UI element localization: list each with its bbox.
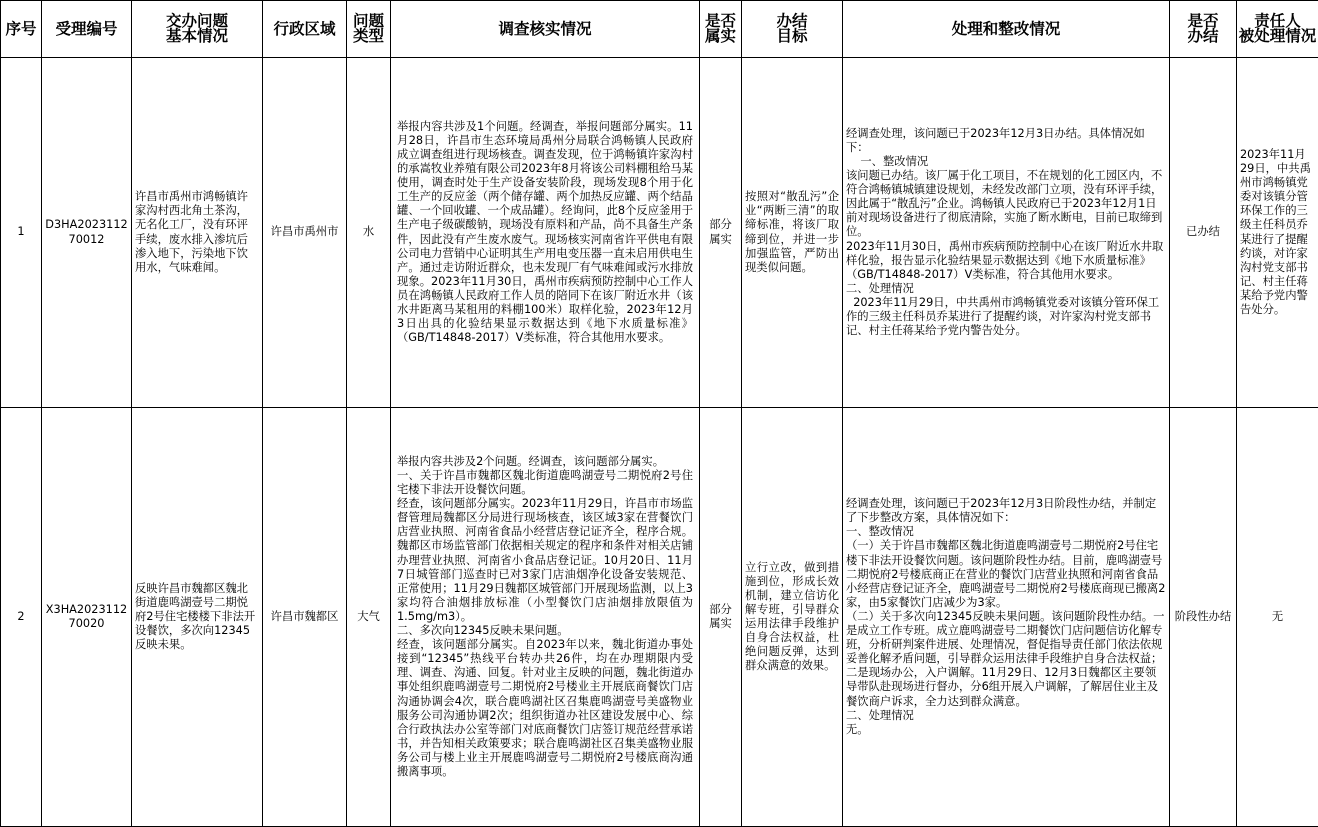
- cell-region: 许昌市禹州市: [263, 58, 347, 408]
- cell-issue: 许昌市禹州市鸿畅镇许家沟村西北角土茶沟，无名化工厂，没有环评手续，废水排入渗坑后渗入地下，污染地下饮用水，气味难闻。: [132, 58, 263, 408]
- cell-id: D3HA2023112 70012: [42, 58, 132, 408]
- header-issue: 交办问题 基本情况: [132, 1, 263, 58]
- cell-seq: 1: [1, 58, 42, 408]
- cell-investigation: [391, 408, 700, 827]
- header-region: 行政区域: [263, 1, 347, 58]
- header-accountability: 责任人 被处理情况: [1237, 1, 1318, 58]
- cell-handling: 经调查处理，该问题已于2023年12月3日办结。具体情况如下： 一、整改情况 该问题已办结。该厂属于化工项目，不在规划的化工园区内，不符合鸿畅镇城镇建设规划，未经发改部门立项，没有环评手续，因此属于“散乱污”企业。鸿畅镇人民政府已于2023年12月1日前对现场设备进行了彻底清除，实施了断水断电，目前已取缔到位。 2023年11月30日，禹州市疾病预防控制中心在该厂附近水井取样化验，报告显示化验结果显示数据达到《地下水质量标准》（GB/T14848-2017）Ⅴ类标准，符合其他用水要求。 二、处理情况 2023年11月29日，中共禹州市鸿畅镇党委对该镇分管环保工作的三级主任科员乔某进行了提醒约谈，对许家沟村党支部书记、村主任蒋某给予党内警告处分。: [843, 58, 1170, 408]
- table-row: [1, 58, 1318, 408]
- cell-goal: 立行立改，做到措施到位，形成长效机制，建立信访化解专班，引导群众运用法律手段维护自身合法权益，杜绝问题反弹，达到群众满意的效果。: [742, 408, 843, 827]
- header-investigation: 调查核实情况: [391, 1, 700, 58]
- investigation-text: 举报内容共涉及2个问题。经调查，该问题部分属实。 一、关于许昌市魏都区魏北街道鹿鸣湖壹号二期悦府2号住宅楼下非法开设餐饮问题。 经查，该问题部分属实。2023年11月29日，许昌市市场监督管理局魏都区分局进行现场核查，该区域3家在营餐饮门店营业执照、河南省食品小经营店登记证齐全，程序合规。魏都区市场监管部门依据相关规定的程序和条件对相关店铺办理营业执照、河南省小食品店登记证。10月20日、11月7日城管部门巡查时已对3家门店油烟净化设备安装规范、正常使用；11月29日魏都区城管部门开展现场监测，以上3家均符合油烟排放标准（小型餐饮门店油烟排放限值为1.5mg/m3）。 二、多次向12345反映未果问题。 经查，该问题部分属实。自2023年以来，魏北街道办事处接到“12345”热线平台转办共26件，均在办理期限内受理、调查、沟通、回复。针对业主反映的问题，魏北街道办事处组织鹿鸣湖壹号二期悦府2号楼业主开展底商餐饮门店沟通协调会4次，联合鹿鸣湖社区召集鹿鸣湖壹号美盛物业服务公司沟通协调2次；组织街道办社区建设发展中心、综合行政执法办公室等部门对底商餐饮门店签订规范经营承诺书，并告知相关政策要求；联合鹿鸣湖社区召集美盛物业服务公司与楼上业主开展鹿鸣湖壹号二期悦府2号楼底商沟通搬离事项。: [394, 455, 696, 779]
- header-handling: 处理和整改情况: [843, 1, 1170, 58]
- cell-goal: 按照对“散乱污”企业“两断三清”的取缔标准，将该厂取缔到位，并进一步加强监管，严防出现类似问题。: [742, 58, 843, 408]
- cell-type: 水: [347, 58, 391, 408]
- cell-verified: 部分 属实: [700, 58, 742, 408]
- header-id: 受理编号: [42, 1, 132, 58]
- cell-issue: 反映许昌市魏都区魏北街道鹿鸣湖壹号二期悦府2号住宅楼楼下非法开设餐饮，多次向12345反映未果。: [132, 408, 263, 827]
- header-verified: 是否 属实: [700, 1, 742, 58]
- investigation-text: 举报内容共涉及1个问题。经调查，举报问题部分属实。11月28日，许昌市生态环境局禹州分局联合鸿畅镇人民政府成立调查组进行现场核查。调查发现，位于鸿畅镇许家沟村的承嵩牧业养殖有限公司2023年8月将该公司料棚租给马某使用，调查时处于生产设备安装阶段，现场发现8个用于化工生产的反应釜（两个储存罐、两个加热反应罐、两个结晶罐、一个回收罐、一个成品罐）。经询问，此8个反应釜用于生产电子级碳酸钠，现场没有原料和产品，尚不具备生产条件，因此没有产生废水废气。现场核实河南省许平供电有限公司电力营销中心证明其生产用电变压器一直未启用供电生产。通过走访附近群众，也未发现厂有气味难闻或污水排放现象。2023年11月30日，禹州市疾病预防控制中心工作人员在鸿畅镇人民政府工作人员的陪同下在该厂附近水井（该水井距离马某租用的料棚100米）取样化验，2023年12月3日出具的化验结果显示数据达到《地下水质量标准》（GB/T14848-2017）Ⅴ类标准，符合其他用水要求。: [394, 120, 696, 346]
- cell-verified: 部分 属实: [700, 408, 742, 827]
- cell-region: 许昌市魏都区: [263, 408, 347, 827]
- cell-type: 大气: [347, 408, 391, 827]
- cell-done: 已办结: [1170, 58, 1237, 408]
- cell-id: X3HA2023112 70020: [42, 408, 132, 827]
- header-type: 问题 类型: [347, 1, 391, 58]
- cell-done: 阶段性办结: [1170, 408, 1237, 827]
- header-done: 是否 办结: [1170, 1, 1237, 58]
- header-goal: 办结 目标: [742, 1, 843, 58]
- cell-accountability: 2023年11月29日，中共禹州市鸿畅镇党委对该镇分管环保工作的三级主任科员乔某进行了提醒约谈，对许家沟村党支部书记、村主任蒋某给予党内警告处分。: [1237, 58, 1318, 408]
- header-seq: 序号: [1, 1, 42, 58]
- cell-investigation: [391, 58, 700, 408]
- cell-seq: 2: [1, 408, 42, 827]
- cell-accountability: 无: [1237, 408, 1318, 827]
- table-header-row: [1, 1, 1318, 58]
- cell-handling: 经调查处理，该问题已于2023年12月3日阶段性办结，并制定了下步整改方案，具体情况如下： 一、整改情况 （一）关于许昌市魏都区魏北街道鹿鸣湖壹号二期悦府2号住宅楼下非法开设餐饮问题。该问题阶段性办结。目前，鹿鸣湖壹号二期悦府2号楼底商正在营业的餐饮门店营业执照和河南省食品小经营店登记证齐全，鹿鸣湖壹号二期悦府2号楼底商现已搬离2家，由5家餐饮门店减少为3家。 （二）关于多次向12345反映未果问题。该问题阶段性办结。一是成立工作专班。成立鹿鸣湖壹号二期餐饮门店问题信访化解专班，分析研判案件进展、处理情况，督促指导责任部门依法依规妥善化解矛盾问题，引导群众运用法律手段维护自身合法权益；二是现场办公，入户调解。11月29日、12月3日魏都区主要领导带队赴现场进行督办，分6组开展入户调解，了解居住业主及餐饮商户诉求，全力达到群众满意。 二、处理情况 无。: [843, 408, 1170, 827]
- table-row: [1, 408, 1318, 827]
